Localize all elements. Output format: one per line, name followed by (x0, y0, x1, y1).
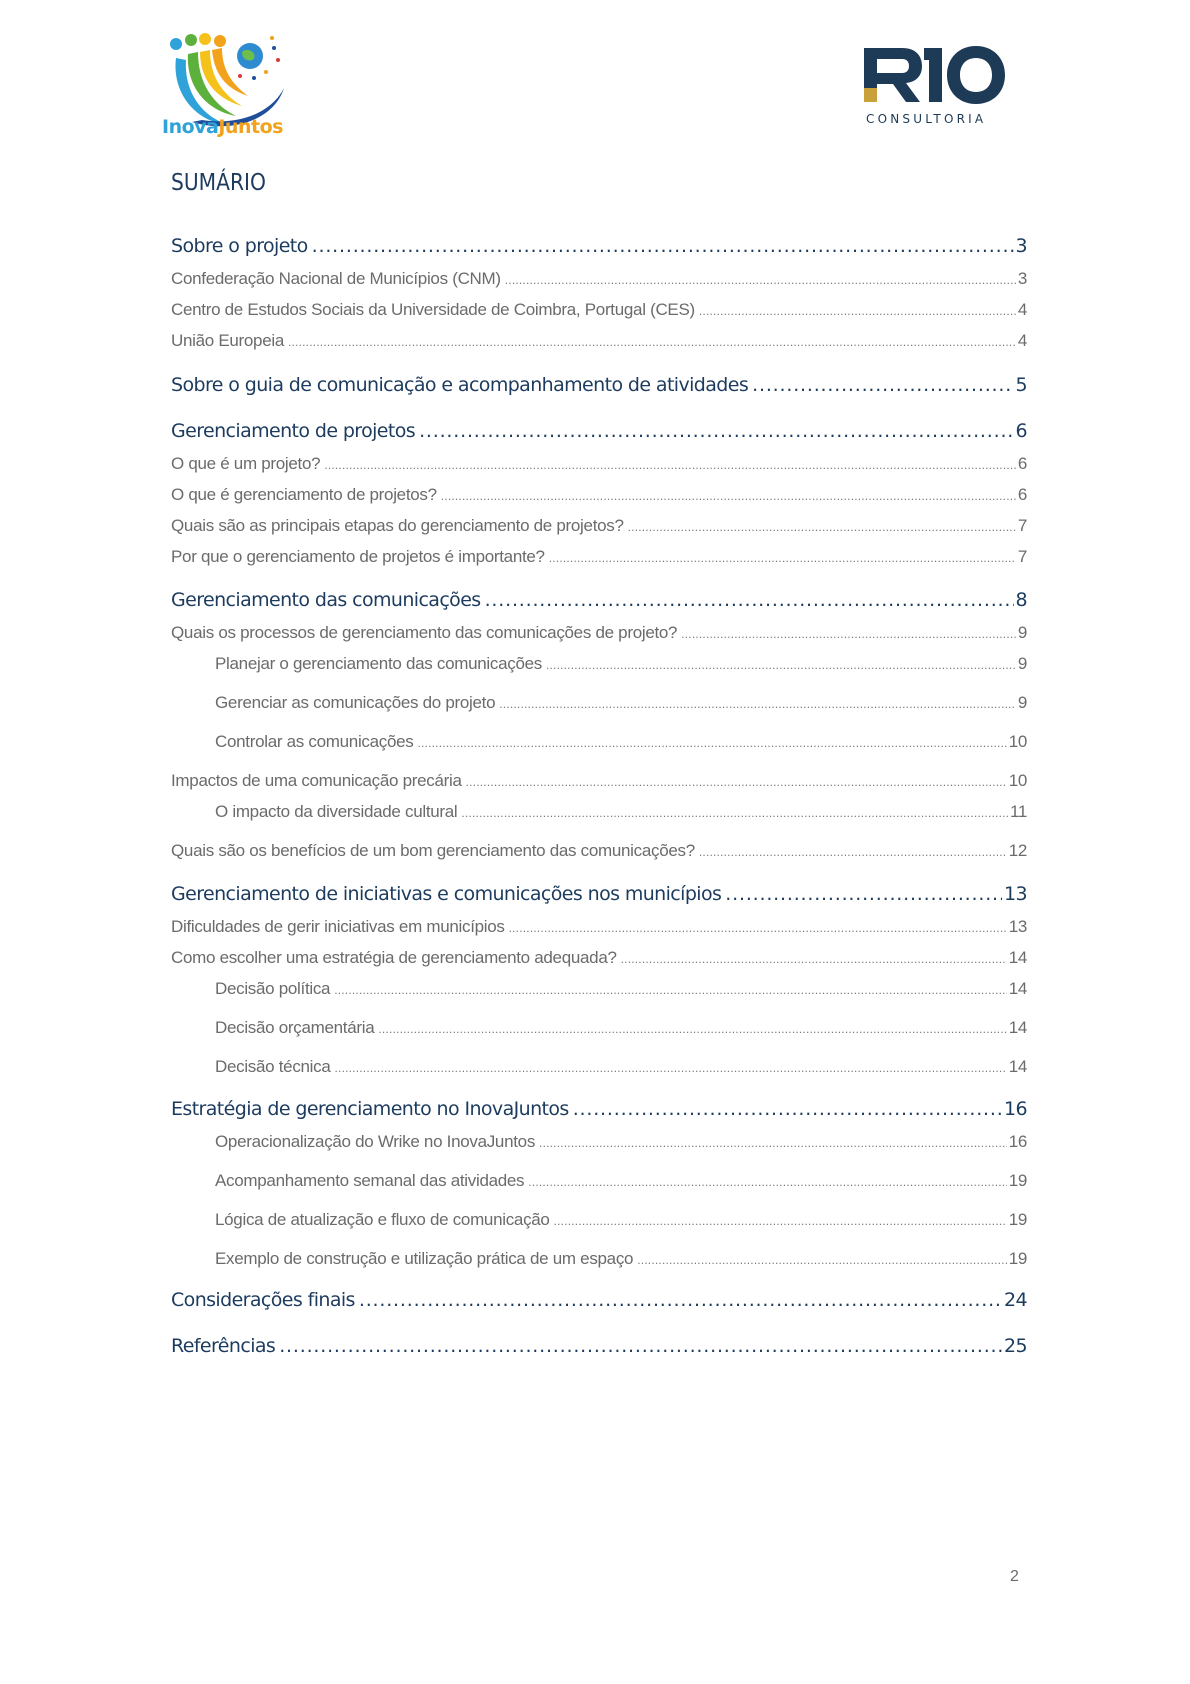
toc-entry[interactable] (171, 235, 1027, 261)
toc-leader-dots (485, 589, 1014, 611)
toc-entry-page: 10 (1008, 771, 1027, 790)
toc-entry-label: Sobre o projeto (171, 235, 308, 257)
toc-entry-label: Planejar o gerenciamento das comunicações (215, 654, 542, 673)
toc-entry[interactable] (215, 654, 1027, 676)
toc-entry[interactable] (171, 547, 1027, 569)
toc-entry[interactable] (171, 623, 1027, 645)
toc-leader-dots (359, 1289, 1002, 1311)
toc-entry-label: O que é um projeto? (171, 454, 321, 473)
toc-entry-page: 24 (1004, 1289, 1027, 1311)
toc-leader-dots (505, 273, 1016, 287)
toc-leader-dots (546, 658, 1016, 672)
page-number: 2 (1010, 1568, 1019, 1585)
toc-entry-label: Referências (171, 1335, 276, 1357)
toc-entry[interactable] (171, 420, 1027, 446)
toc-entry-label: Exemplo de construção e utilização prática de um espaço (215, 1249, 634, 1268)
toc-entry-label: Gerenciamento de projetos (171, 420, 416, 442)
toc-leader-dots (441, 489, 1016, 503)
toc-entry[interactable] (215, 693, 1027, 715)
toc-entry-label: Como escolher uma estratégia de gerenciamento adequada? (171, 948, 617, 967)
toc-leader-dots (539, 1136, 1007, 1150)
toc-entry-page: 3 (1017, 269, 1027, 288)
toc-entry-page: 8 (1015, 589, 1027, 611)
toc-leader-dots (461, 806, 1008, 820)
toc-leader-dots (752, 374, 1013, 396)
toc-entry-page: 10 (1008, 732, 1027, 751)
toc-leader-dots (549, 551, 1016, 565)
toc-entry[interactable] (171, 771, 1027, 793)
toc-entry[interactable] (215, 1249, 1027, 1271)
wordmark-juntos: Juntos (218, 116, 283, 138)
toc-leader-dots (725, 883, 1002, 905)
toc-leader-dots (621, 952, 1007, 966)
toc-entry-label: Quais são as principais etapas do gerenciamento de projetos? (171, 516, 624, 535)
toc-entry-page: 19 (1008, 1249, 1027, 1268)
toc-entry-label: O que é gerenciamento de projetos? (171, 485, 437, 504)
toc-entry-label: Decisão orçamentária (215, 1018, 375, 1037)
toc-entry[interactable] (171, 1098, 1027, 1124)
toc-entry[interactable] (171, 374, 1027, 400)
toc-leader-dots (419, 420, 1013, 442)
wordmark-inova: Inova (162, 116, 219, 138)
toc-leader-dots (288, 335, 1016, 349)
toc-entry-page: 14 (1008, 1057, 1027, 1076)
toc-leader-dots (312, 235, 1014, 257)
toc-entry-page: 9 (1017, 654, 1027, 673)
toc-entry-page: 7 (1017, 516, 1027, 535)
toc-entry-label: União Europeia (171, 331, 284, 350)
toc-entry-page: 13 (1008, 917, 1027, 936)
toc-entry[interactable] (171, 331, 1027, 353)
toc-entry-page: 6 (1017, 485, 1027, 504)
toc-entry[interactable] (171, 883, 1027, 909)
toc-entry-label: Centro de Estudos Sociais da Universidade de Coimbra, Portugal (CES) (171, 300, 695, 319)
toc-leader-dots (554, 1214, 1007, 1228)
toc-entry[interactable] (215, 1171, 1027, 1193)
toc-entry-label: Gerenciar as comunicações do projeto (215, 693, 496, 712)
toc-leader-dots (528, 1175, 1006, 1189)
toc-entry[interactable] (215, 1018, 1027, 1040)
toc-entry-page: 6 (1015, 420, 1027, 442)
toc-entry[interactable] (171, 1335, 1027, 1361)
toc-entry[interactable] (171, 269, 1027, 291)
toc-entry[interactable] (215, 802, 1027, 824)
toc-entry-label: Impactos de uma comunicação precária (171, 771, 462, 790)
toc-leader-dots (378, 1022, 1006, 1036)
toc-entry-page: 14 (1008, 1018, 1027, 1037)
toc-entry-page: 14 (1008, 979, 1027, 998)
toc-entry-label: Acompanhamento semanal das atividades (215, 1171, 525, 1190)
toc-entry-page: 16 (1008, 1132, 1027, 1151)
toc-entry[interactable] (171, 454, 1027, 476)
toc-entry-page: 11 (1009, 802, 1027, 821)
toc-entry-page: 25 (1004, 1335, 1027, 1357)
toc-entry-label: Controlar as comunicações (215, 732, 414, 751)
toc-entry-page: 9 (1017, 623, 1027, 642)
r10-subtitle: CONSULTORIA (866, 112, 987, 126)
toc-entry-page: 12 (1008, 841, 1027, 860)
toc-entry-label: Lógica de atualização e fluxo de comunicação (215, 1210, 550, 1229)
toc-entry-page: 7 (1017, 547, 1027, 566)
toc-entry-label: O impacto da diversidade cultural (215, 802, 458, 821)
toc-entry[interactable] (171, 485, 1027, 507)
toc-entry[interactable] (215, 979, 1027, 1001)
toc-entry-page: 9 (1017, 693, 1027, 712)
toc-entry[interactable] (171, 300, 1027, 322)
toc-entry-page: 6 (1017, 454, 1027, 473)
toc-entry[interactable] (215, 1057, 1027, 1079)
toc-entry-page: 16 (1004, 1098, 1027, 1120)
toc-leader-dots (509, 921, 1007, 935)
toc-entry-page: 13 (1004, 883, 1027, 905)
toc-leader-dots (335, 1061, 1007, 1075)
toc-entry-page: 19 (1008, 1210, 1027, 1229)
toc-entry-page: 4 (1017, 331, 1027, 350)
toc-leader-dots (699, 304, 1016, 318)
toc-entry[interactable] (171, 948, 1027, 970)
toc-entry[interactable] (171, 1289, 1027, 1315)
toc-entry-page: 3 (1015, 235, 1027, 257)
toc-leader-dots (417, 736, 1006, 750)
toc-entry-label: Gerenciamento de iniciativas e comunicações nos municípios (171, 883, 722, 905)
toc-entry-page: 14 (1008, 948, 1027, 967)
toc-entry-label: Considerações finais (171, 1289, 355, 1311)
toc-entry-page: 4 (1017, 300, 1027, 319)
toc-entry[interactable] (215, 1132, 1027, 1154)
toc-entry-label: Decisão técnica (215, 1057, 331, 1076)
toc-entry-label: Sobre o guia de comunicação e acompanhamento de atividades (171, 374, 749, 396)
toc-leader-dots (699, 845, 1007, 859)
toc-leader-dots (499, 697, 1016, 711)
toc-entry-label: Quais os processos de gerenciamento das comunicações de projeto? (171, 623, 678, 642)
toc-entry-label: Dificuldades de gerir iniciativas em municípios (171, 917, 505, 936)
toc-leader-dots (681, 627, 1016, 641)
toc-entry[interactable] (215, 732, 1027, 754)
toc-entry-label: Quais são os benefícios de um bom gerenciamento das comunicações? (171, 841, 695, 860)
toc-entry-label: Operacionalização do Wrike no InovaJuntos (215, 1132, 536, 1151)
toc-entry[interactable] (171, 841, 1027, 863)
toc-leader-dots (573, 1098, 1002, 1120)
toc-leader-dots (628, 520, 1016, 534)
toc-entry-page: 19 (1008, 1171, 1027, 1190)
toc-entry-label: Por que o gerenciamento de projetos é importante? (171, 547, 545, 566)
toc-entry-label: Decisão política (215, 979, 331, 998)
toc-entry[interactable] (171, 516, 1027, 538)
toc-leader-dots (334, 983, 1006, 997)
toc-leader-dots (637, 1253, 1006, 1267)
toc-leader-dots (279, 1335, 1002, 1357)
toc-leader-dots (324, 458, 1016, 472)
toc-entry-label: Confederação Nacional de Municípios (CNM) (171, 269, 501, 288)
toc-entry-label: Gerenciamento das comunicações (171, 589, 481, 611)
toc-entry[interactable] (215, 1210, 1027, 1232)
toc-entry-label: Estratégia de gerenciamento no InovaJuntos (171, 1098, 569, 1120)
toc-title: SUMÁRIO (171, 170, 266, 196)
toc-entry-page: 5 (1015, 374, 1027, 396)
toc-entry[interactable] (171, 589, 1027, 615)
toc-leader-dots (466, 775, 1007, 789)
toc-entry[interactable] (171, 917, 1027, 939)
